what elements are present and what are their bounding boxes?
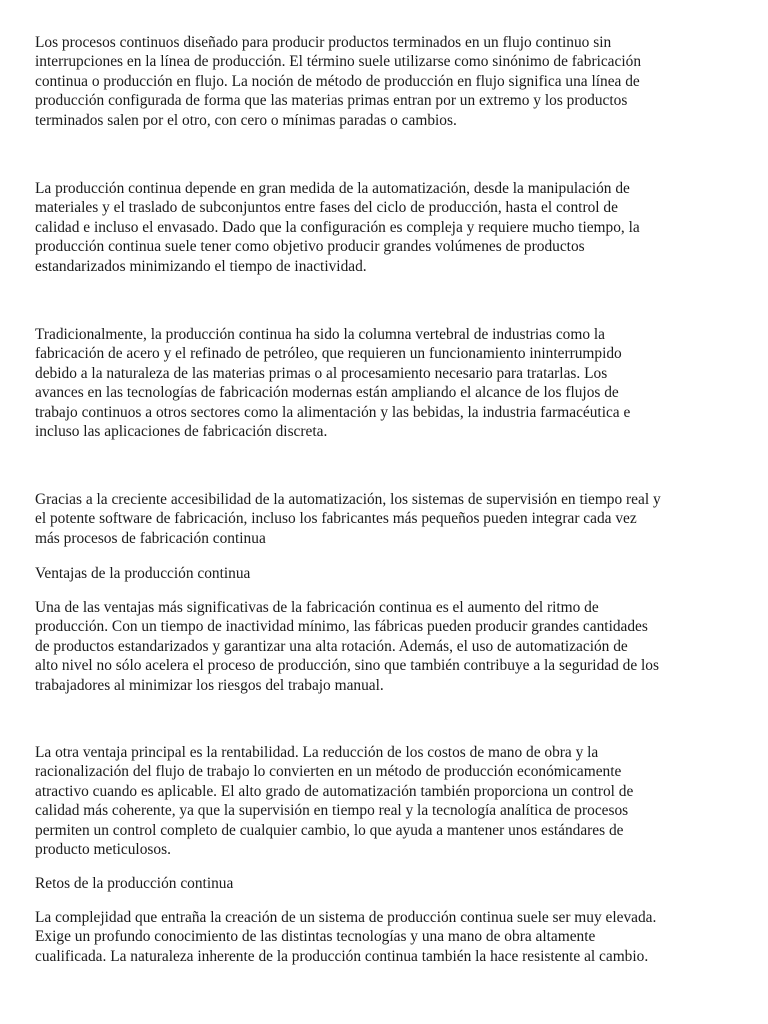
- paragraph-procesos-continuos: [35, 33, 735, 130]
- text-line: La complejidad que entraña la creación de un sistema de producción continua suele ser muy elevada.: [35, 909, 657, 926]
- text-line: Una de las ventajas más significativas de la fabricación continua es el aumento del ritmo de: [35, 599, 599, 616]
- text-line: atractivo cuando es aplicable. El alto grado de automatización también proporciona un control de: [35, 782, 634, 800]
- text-line: interrupciones en la línea de producción. El término suele utilizarse como sinónimo de fabricación: [35, 53, 642, 71]
- text-line: fabricación de acero y el refinado de petróleo, que requieren un funcionamiento ininterrumpido: [35, 345, 622, 363]
- text-line: La otra ventaja principal es la rentabilidad. La reducción de los costos de mano de obra y la: [35, 744, 599, 761]
- section-heading-ventajas: Ventajas de la producción continua: [35, 565, 251, 582]
- paragraph-tradicionalmente: [35, 325, 735, 441]
- text-line: calidad e incluso el envasado. Dado que la configuración es compleja y requiere mucho tiempo, la: [35, 218, 640, 236]
- text-line: Gracias a la creciente accesibilidad de la automatización, los sistemas de supervisión en tiempo real y: [35, 491, 661, 508]
- text-line: el potente software de fabricación, incluso los fabricantes más pequeños pueden integrar cada vez: [35, 510, 637, 528]
- text-line: cualificada. La naturaleza inherente de la producción continua también la hace resistente al cambio.: [35, 947, 649, 965]
- text-line: permiten un control completo de cualquier cambio, lo que ayuda a mantener unos estándares de: [35, 821, 624, 839]
- paragraph-automatizacion: [35, 179, 735, 276]
- text-line: producto meticulosos.: [35, 841, 171, 859]
- text-line: Tradicionalmente, la producción continua ha sido la columna vertebral de industrias como la: [35, 326, 606, 343]
- text-line: Exige un profundo conocimiento de las distintas tecnologías y una mano de obra altamente: [35, 928, 596, 946]
- text-line: trabajo continuos a otros sectores como la alimentación y las bebidas, la industria farmacéutica e: [35, 403, 631, 421]
- text-line: más procesos de fabricación continua: [35, 529, 266, 547]
- text-line: de productos estandarizados y garantizar una alta rotación. Además, el uso de automatización de: [35, 637, 628, 655]
- text-line: producción. Con un tiempo de inactividad mínimo, las fábricas pueden producir grandes cantidades: [35, 618, 648, 636]
- text-line: calidad más coherente, ya que la supervisión en tiempo real y la tecnología analítica de procesos: [35, 802, 629, 820]
- text-line: La producción continua depende en gran medida de la automatización, desde la manipulación de: [35, 180, 630, 197]
- text-line: Los procesos continuos diseñado para producir productos terminados en un flujo continuo sin: [35, 34, 612, 51]
- text-line: alto nivel no sólo acelera el proceso de producción, sino que también contribuye a la seguridad de los: [35, 657, 659, 675]
- paragraph-rentabilidad: [35, 743, 735, 859]
- paragraph-ventajas-ritmo: [35, 598, 735, 695]
- paragraph-complejidad: [35, 908, 735, 966]
- text-line: producción continua suele tener como objetivo producir grandes volúmenes de productos: [35, 238, 585, 256]
- text-line: terminados salen por el otro, con cero o mínimas paradas o cambios.: [35, 111, 457, 129]
- text-line: avances en las tecnologías de fabricación modernas están ampliando el alcance de los flujos de: [35, 384, 619, 402]
- text-line: incluso las aplicaciones de fabricación discreta.: [35, 423, 328, 441]
- text-line: trabajadores al minimizar los riesgos del trabajo manual.: [35, 676, 384, 694]
- text-line: estandarizados minimizando el tiempo de inactividad.: [35, 257, 367, 275]
- text-line: continua o producción en flujo. La noción de método de producción en flujo significa una línea de: [35, 72, 640, 90]
- text-line: debido a la naturaleza de las materias primas o al procesamiento necesario para tratarlas. Los: [35, 364, 608, 382]
- text-line: racionalización del flujo de trabajo lo convierten en un método de producción económicamente: [35, 763, 622, 781]
- paragraph-gracias: [35, 490, 735, 548]
- text-line: materiales y el traslado de subconjuntos entre fases del ciclo de producción, hasta el control de: [35, 199, 618, 217]
- section-heading-retos: Retos de la producción continua: [35, 875, 234, 892]
- text-line: producción configurada de forma que las materias primas entran por un extremo y los productos: [35, 92, 628, 110]
